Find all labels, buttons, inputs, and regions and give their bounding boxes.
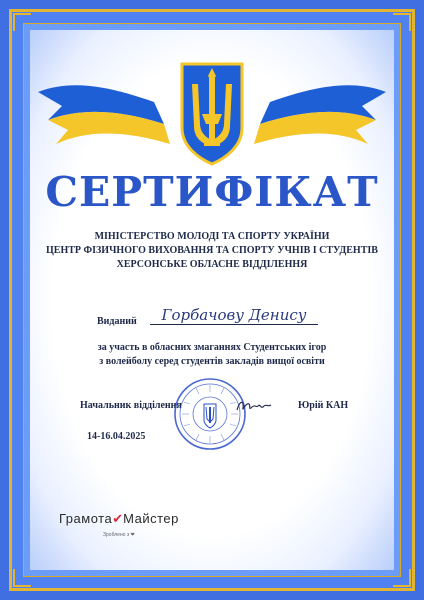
logo-part-1: Грамота [59,511,113,526]
certificate-date: 14-16.04.2025 [87,431,146,442]
certificate-title: СЕРТИФІКАТ [45,168,379,216]
organization-line-2: ЦЕНТР ФІЗИЧНОГО ВИХОВАННЯ ТА СПОРТУ УЧНІВ І СТУДЕНТІВ [46,245,378,256]
signature [234,396,274,416]
issued-label: Виданий [97,316,137,327]
checkmark-icon: ✔ [112,512,124,527]
corner-ornament [13,569,31,587]
organization-line-1: МІНІСТЕРСТВО МОЛОДІ ТА СПОРТУ УКРАЇНИ [94,231,330,242]
flag-emblem-banner [34,58,390,170]
head-title: Начальник відділення [80,400,182,411]
logo-tagline: Зроблено з ❤ [103,532,135,538]
corner-ornament [393,569,411,587]
description-line-1: за участь в обласних змаганнях Студентських ігор [97,342,327,353]
organization-line-3: ХЕРСОНСЬКЕ ОБЛАСНЕ ВІДДІЛЕННЯ [116,259,308,270]
description-line-2: з волейболу серед студентів закладів вищої освіти [99,356,325,367]
corner-ornament [393,13,411,31]
logo-part-2: Майстер [123,511,179,526]
head-name: Юрій КАН [298,400,349,411]
gramota-maister-logo [59,510,199,544]
coat-of-arms-icon [182,64,242,164]
recipient-name: Горбачову Денису [150,306,318,325]
corner-ornament [13,13,31,31]
